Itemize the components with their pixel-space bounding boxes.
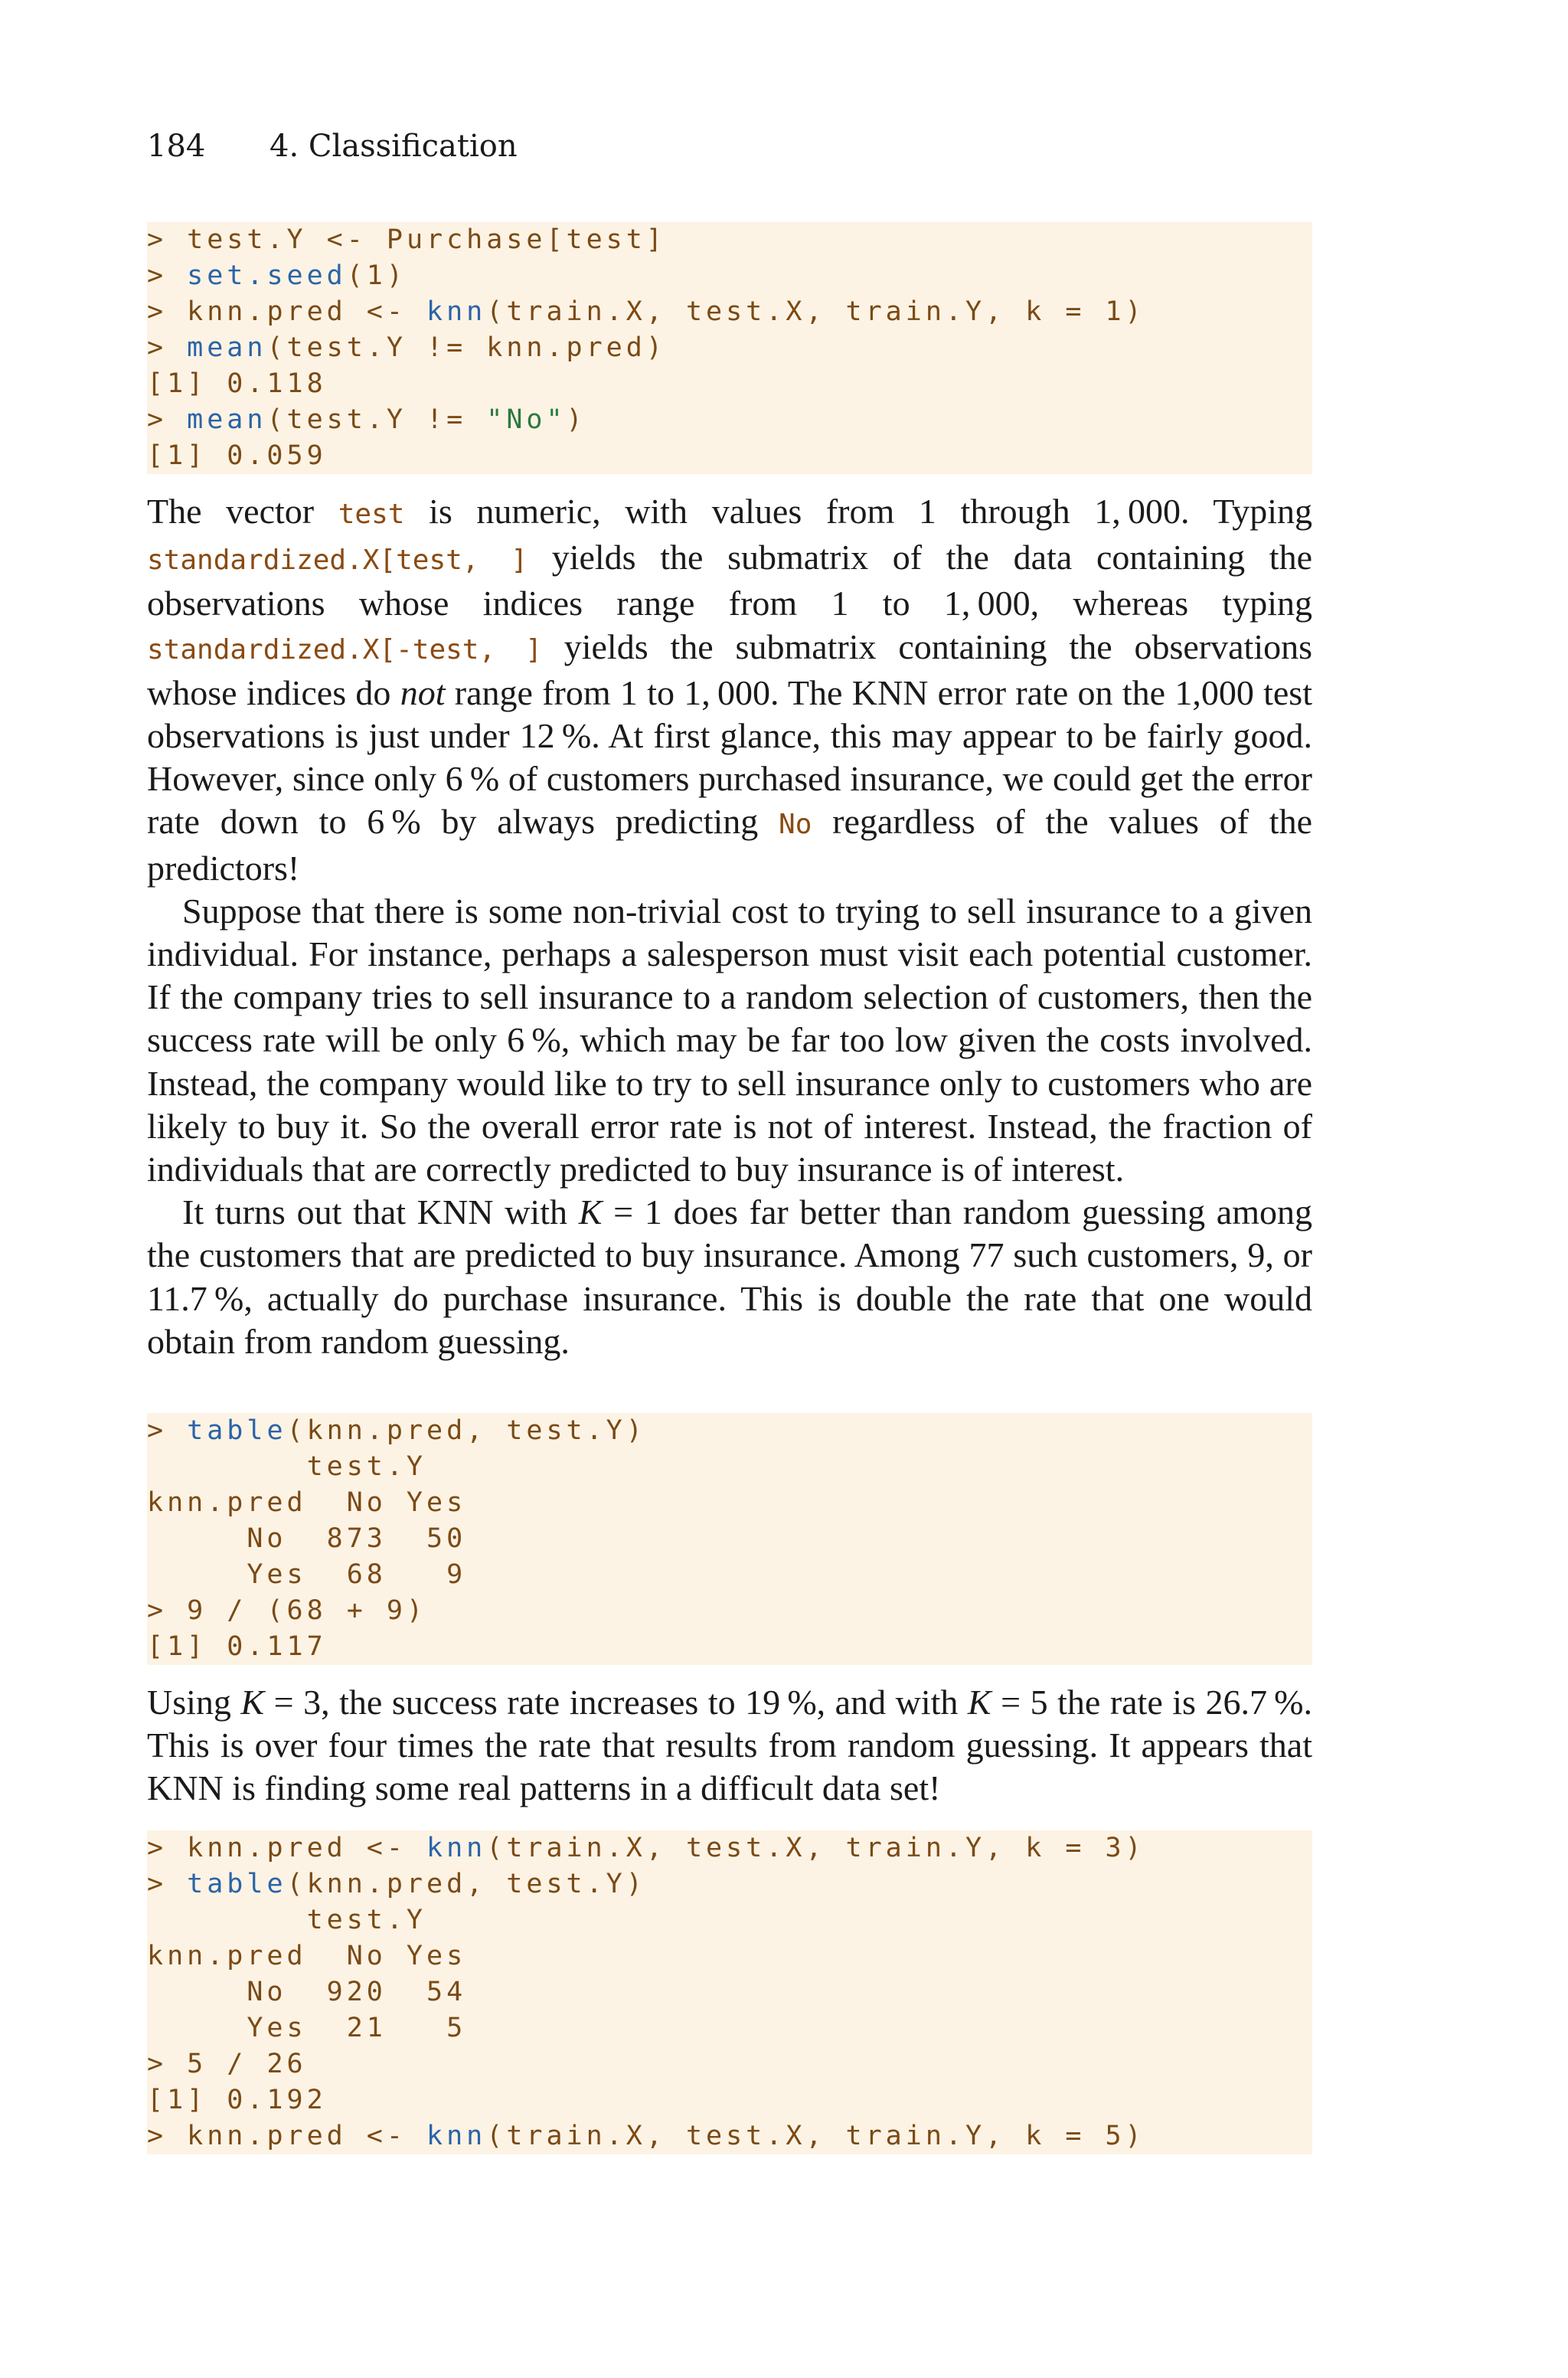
code-line: > set.seed(1) [147,260,407,291]
code-block-1 [147,222,1312,474]
code-line: > mean(test.Y != knn.pred) [147,332,666,363]
page-header [147,129,518,164]
code-line: No 873 50 [147,1523,467,1554]
code-line: > test.Y <- Purchase[test] [147,224,666,255]
inline-code: standardized.X[-test, ] [147,633,542,666]
code-line: knn.pred No Yes [147,1487,467,1518]
code-line: No 920 54 [147,1977,467,2007]
paragraph-cost: Suppose that there is some non-trivial cost to trying to sell insurance to a given individual. For instance, perhaps a salesperson must visit each potential customer. If the company tries to sell insurance to a random selection of customers, then the success rate will be only 6 %, which may be far too low given the costs involved. Instead, the company would like to try to sell insurance only to customers who are likely to buy it. So the overall error rate is not of interest. Instead, the fraction of individuals that are correctly predicted to buy insurance is of interest. [147,891,1312,1189]
code-line: [1] 0.059 [147,440,327,471]
paragraph-test-vector: The vector test is numeric, with values from 1 through 1, 000. Typing standardized.X[test, ] yields the submatrix of the data containing the observations whose indices range from 1 to 1, 000, whereas typing standardized.X[-test, ] yields the submatrix containing the observations whose indices do not range from 1 to 1, 000. The KNN error rate on the 1,000 test observations is just under 12 %. At first glance, this may appear to be fairly good. However, since only 6 % of customers purchased insurance, we could get the error rate down to 6 % by always predicting No regardless of the values of the predictors! [147,492,1313,888]
code-line: > table(knn.pred, test.Y) [147,1869,646,1899]
code-line: > knn.pred <- knn(train.X, test.X, train.Y, k = 5) [147,2121,1145,2151]
code-line: [1] 0.192 [147,2085,327,2115]
paragraph-k3-k5: Using K = 3, the success rate increases to 19 %, and with K = 5 the rate is 26.7 %. This is over four times the rate that results from random guessing. It appears that KNN is finding some real patterns in a difficult data set! [147,1683,1313,1808]
code-line: knn.pred No Yes [147,1941,467,1971]
inline-code: standardized.X[test, ] [147,545,528,577]
code-line: > 9 / (68 + 9) [147,1595,427,1626]
code-block-3 [147,1830,1312,2154]
code-line: > mean(test.Y != "No") [147,404,586,435]
code-line: Yes 68 9 [147,1559,467,1590]
code-line: [1] 0.117 [147,1631,327,1662]
code-line: test.Y [147,1451,427,1482]
paragraph-knn-result: It turns out that KNN with K = 1 does far better than random guessing among the customers that are predicted to buy insurance. Among 77 such customers, 9, or 11.7 %, actually do purchase insurance. This is double the rate that one would obtain from random guessing. [147,1192,1313,1361]
code-line: > 5 / 26 [147,2049,307,2079]
inline-code: test [338,499,405,530]
code-line: > knn.pred <- knn(train.X, test.X, train.Y, k = 1) [147,296,1145,327]
body-text-1 [147,490,1312,1363]
code-block-2 [147,1413,1312,1665]
chapter-title: 4. Classification [270,129,518,164]
page-number: 184 [147,129,206,164]
code-line: [1] 0.118 [147,368,327,399]
inline-code: No [779,809,812,841]
code-line: > table(knn.pred, test.Y) [147,1415,646,1446]
body-text-2 [147,1681,1312,1810]
code-line: test.Y [147,1905,427,1935]
code-line: > knn.pred <- knn(train.X, test.X, train.Y, k = 3) [147,1833,1145,1863]
code-line: Yes 21 5 [147,2013,467,2043]
